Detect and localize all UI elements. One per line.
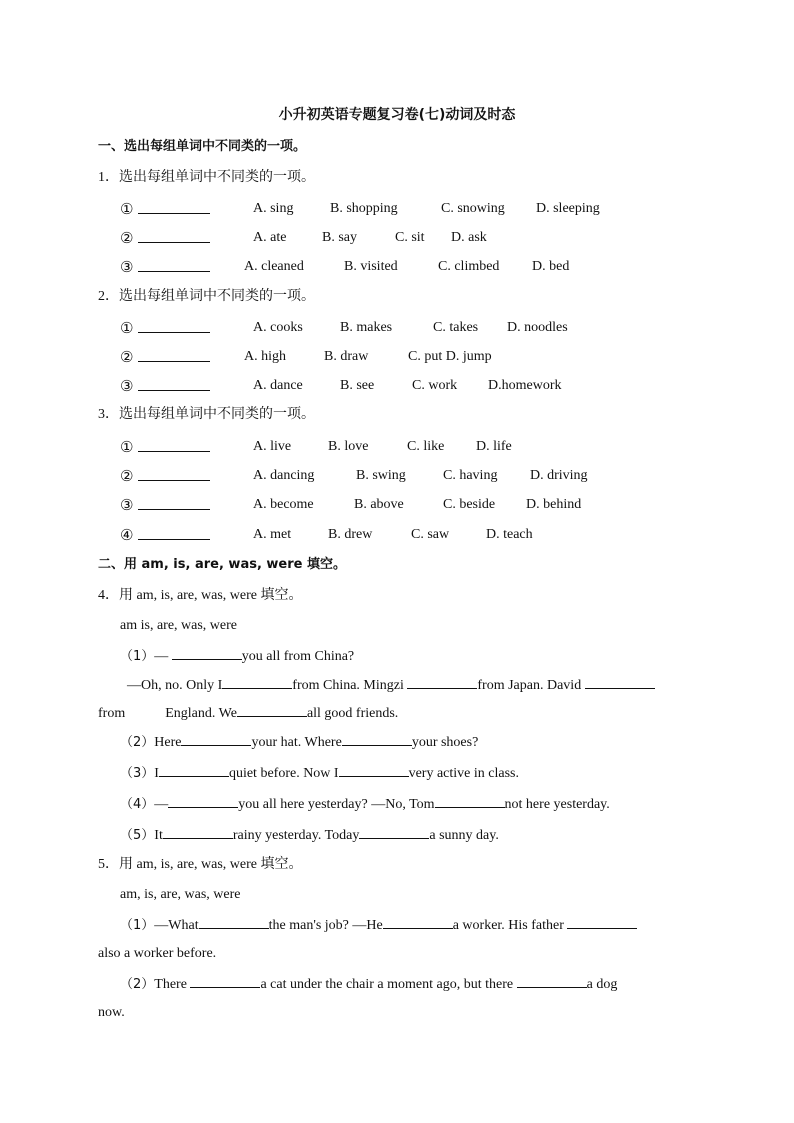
option: C. work (412, 378, 458, 393)
option: C. climbed (438, 259, 500, 274)
q2-row-2: ② A. high B. draw C. put D. jump (120, 348, 492, 366)
option: B. shopping (330, 201, 398, 216)
answer-blank[interactable] (138, 318, 210, 333)
option: D. teach (486, 527, 533, 542)
answer-blank[interactable] (138, 376, 210, 391)
answer-blank[interactable] (181, 731, 251, 746)
answer-blank[interactable] (159, 762, 229, 777)
option: D. sleeping (536, 201, 600, 216)
answer-blank[interactable] (138, 525, 210, 540)
q2-row-3: ③ A. dance B. see C. work D.homework (120, 377, 562, 395)
option: A. sing (253, 201, 294, 216)
q3-row-4: ④ A. met B. drew C. saw D. teach (120, 526, 533, 544)
q4-item-4: （4）— you all here yesterday? —No, Tom not here yesterday. (120, 793, 610, 815)
q5-item-2: （2）There a cat under the chair a moment ago, but there a dog (120, 973, 617, 995)
option: B. drew (328, 527, 373, 542)
option: D. noodles (507, 320, 568, 335)
q1-row-3: ③ A. cleaned B. visited C. climbed D. bed (120, 258, 570, 276)
answer-blank[interactable] (585, 674, 655, 689)
answer-blank[interactable] (163, 824, 233, 839)
option: A. met (253, 527, 292, 542)
q4-item-5: （5）It rainy yesterday. Today a sunny day. (120, 824, 499, 846)
option: D. bed (532, 259, 570, 274)
option: A. live (253, 439, 292, 454)
word-bank: am, is, are, was, were (120, 887, 241, 902)
option: C. like (407, 439, 445, 454)
answer-blank[interactable] (435, 793, 505, 808)
answer-blank[interactable] (138, 199, 210, 214)
question-5-head: 5．用 am, is, are, was, were 填空。 (98, 857, 303, 872)
option: C. snowing (441, 201, 505, 216)
q4-item-1-cont2: from England. We all good friends. (98, 702, 398, 724)
option: A. dancing (253, 468, 315, 483)
option: B. swing (356, 468, 406, 483)
option: D. life (476, 439, 512, 454)
option: B. see (340, 378, 375, 393)
option: C. having (443, 468, 498, 483)
option: A. cleaned (244, 259, 304, 274)
page-title: 小升初英语专题复习卷(七)动词及时态 (278, 107, 516, 123)
q3-row-3: ③ A. become B. above C. beside D. behind (120, 496, 582, 514)
q5-item-1: （1）—What the man's job? —He a worker. His father (120, 914, 637, 936)
option: A. high (244, 349, 286, 364)
option: B. above (354, 497, 404, 512)
q3-row-1: ① A. live B. love C. like D. life (120, 438, 512, 456)
option: C. put D. jump (408, 349, 492, 364)
q1-row-1: ① A. sing B. shopping C. snowing D. sleeping (120, 200, 600, 218)
option: D. behind (526, 497, 582, 512)
answer-blank[interactable] (359, 824, 429, 839)
q3-row-2: ② A. dancing B. swing C. having D. driving (120, 467, 588, 485)
option: B. love (328, 439, 369, 454)
q5-item-2-cont: now. (98, 1005, 125, 1020)
option: A. dance (253, 378, 303, 393)
q1-row-2: ② A. ate B. say C. sit D. ask (120, 229, 487, 247)
option: C. sit (395, 230, 425, 245)
question-2-head: 2．选出每组单词中不同类的一项。 (98, 289, 315, 304)
section-heading-1: 一、选出每组单词中不同类的一项。 (98, 139, 307, 154)
section-heading-2: 二、用 am, is, are, was, were 填空。 (98, 557, 346, 572)
answer-blank[interactable] (339, 762, 409, 777)
answer-blank[interactable] (138, 466, 210, 481)
answer-blank[interactable] (138, 437, 210, 452)
answer-blank[interactable] (199, 914, 269, 929)
question-3-head: 3．选出每组单词中不同类的一项。 (98, 407, 315, 422)
q5-item-1-cont: also a worker before. (98, 946, 217, 961)
answer-blank[interactable] (517, 973, 587, 988)
answer-blank[interactable] (222, 674, 292, 689)
answer-blank[interactable] (168, 793, 238, 808)
q4-item-1-cont: —Oh, no. Only I from China. Mingzi from Japan. David (127, 674, 655, 696)
q4-item-3: （3）I quiet before. Now I very active in class. (120, 762, 519, 784)
answer-blank[interactable] (237, 702, 307, 717)
answer-blank[interactable] (567, 914, 637, 929)
answer-blank[interactable] (138, 257, 210, 272)
option: B. draw (324, 349, 369, 364)
option: D. driving (530, 468, 588, 483)
q4-item-2: （2）Here your hat. Where your shoes? (120, 731, 478, 753)
question-4-head: 4．用 am, is, are, was, were 填空。 (98, 588, 303, 603)
answer-blank[interactable] (342, 731, 412, 746)
option: C. beside (443, 497, 496, 512)
answer-blank[interactable] (138, 228, 210, 243)
option: A. ate (253, 230, 287, 245)
answer-blank[interactable] (138, 495, 210, 510)
option: C. saw (411, 527, 450, 542)
answer-blank[interactable] (407, 674, 477, 689)
q4-item-1: （1）— you all from China? (120, 645, 354, 667)
option: B. makes (340, 320, 393, 335)
answer-blank[interactable] (172, 645, 242, 660)
option: A. cooks (253, 320, 303, 335)
option: D.homework (488, 378, 562, 393)
option: A. become (253, 497, 314, 512)
question-1-head: 1．选出每组单词中不同类的一项。 (98, 170, 315, 185)
word-bank: am is, are, was, were (120, 618, 238, 633)
answer-blank[interactable] (138, 347, 210, 362)
option: C. takes (433, 320, 479, 335)
q2-row-1: ① A. cooks B. makes C. takes D. noodles (120, 319, 568, 337)
option: D. ask (451, 230, 487, 245)
answer-blank[interactable] (190, 973, 260, 988)
option: B. say (322, 230, 357, 245)
option: B. visited (344, 259, 398, 274)
answer-blank[interactable] (383, 914, 453, 929)
